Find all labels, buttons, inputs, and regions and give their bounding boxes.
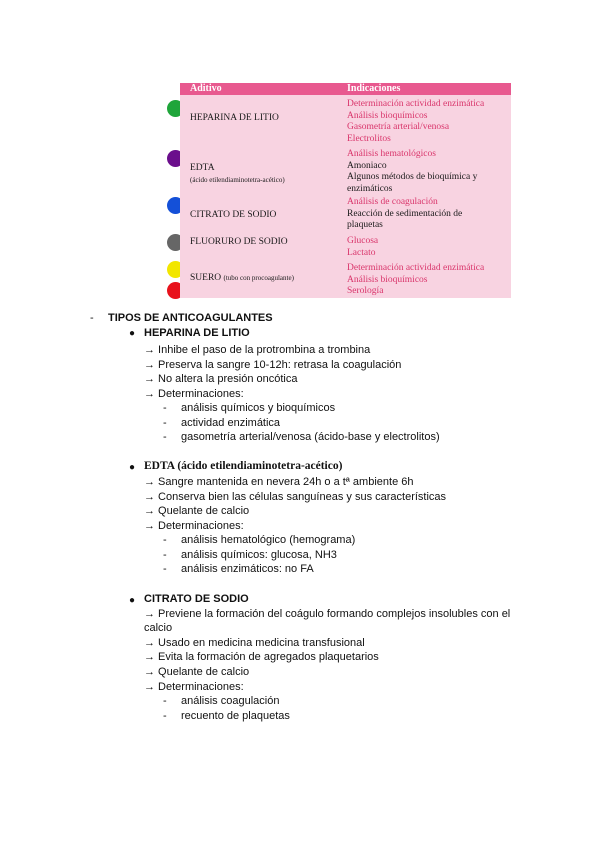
- section-heading-heparina: HEPARINA DE LITIO: [144, 327, 250, 339]
- list-item: análisis enzimáticos: no FA: [181, 563, 314, 575]
- dash-marker: -: [163, 431, 167, 443]
- section-line: → Preserva la sangre 10-12h: retrasa la coagulación: [144, 359, 402, 371]
- indication: enzimáticos: [347, 183, 393, 194]
- list-item: actividad enzimática: [181, 417, 281, 429]
- indications-suero: [347, 263, 507, 298]
- dash-marker: -: [163, 417, 167, 429]
- bullet-icon: ●: [129, 328, 136, 339]
- indication: Amoniaco: [347, 160, 387, 171]
- table-header: [180, 83, 511, 95]
- indication: Gasometría arterial/venosa: [347, 122, 450, 132]
- header-indications: Indicaciones: [347, 83, 401, 94]
- header-additive: Aditivo: [190, 83, 222, 94]
- indication: Reacción de sedimentación de: [347, 208, 463, 219]
- indications-fluoruro: [347, 236, 507, 259]
- indication: Serología: [347, 286, 384, 296]
- section-line: → Quelante de calcio: [144, 666, 250, 678]
- dash-marker: -: [163, 563, 167, 575]
- list-item: análisis coagulación: [181, 695, 280, 707]
- additive-citrato: CITRATO DE SODIO: [190, 210, 277, 220]
- list-item: análisis hematológico (hemograma): [181, 534, 356, 546]
- indication: Análisis de coagulación: [347, 197, 438, 207]
- list-item: análisis químicos: glucosa, NH3: [181, 549, 337, 561]
- indication: Determinación actividad enzimática: [347, 99, 485, 109]
- additive-label: SUERO: [190, 273, 222, 283]
- section-line: → Determinaciones:: [144, 681, 244, 693]
- additive-suero: [190, 272, 294, 284]
- indications-heparina: [347, 99, 507, 145]
- list-item: análisis químicos y bioquímicos: [181, 402, 336, 414]
- list-item: recuento de plaquetas: [181, 710, 290, 722]
- section-line: → Sangre mantenida en nevera 24h o a tª ambiente 6h: [144, 476, 414, 488]
- indication: Algunos métodos de bioquímica y: [347, 172, 478, 182]
- indications-edta: [347, 149, 507, 195]
- dash-marker: -: [163, 534, 167, 546]
- additive-fluoruro: FLUORURO DE SODIO: [190, 237, 288, 247]
- additive-edta: [190, 162, 285, 186]
- additive-note: (ácido etilendiaminotetra-acético): [190, 176, 285, 184]
- section-line: → No altera la presión oncótica: [144, 373, 298, 385]
- section-line: → Usado en medicina medicina transfusional: [144, 637, 365, 649]
- indication: Glucosa: [347, 236, 379, 246]
- indication: Análisis bioquímicos: [347, 274, 428, 285]
- page-title: TIPOS DE ANTICOAGULANTES: [108, 312, 273, 324]
- section-line: → Determinaciones:: [144, 520, 244, 532]
- additive-heparina: HEPARINA DE LITIO: [190, 113, 279, 123]
- section-line: → Previene la formación del coágulo formando complejos insolubles con el: [144, 608, 511, 620]
- indications-citrato: [347, 197, 507, 232]
- additive-note: (tubo con procoagulante): [223, 274, 294, 282]
- additive-label: EDTA: [190, 163, 215, 173]
- list-item: gasometría arterial/venosa (ácido-base y electrolitos): [181, 431, 440, 443]
- indication: Análisis bioquímicos: [347, 110, 428, 121]
- dash-marker: -: [163, 549, 167, 561]
- bullet-icon: ●: [129, 462, 136, 473]
- section-line: calcio: [144, 622, 173, 634]
- dash-marker: -: [163, 402, 167, 414]
- section-heading-edta: EDTA (ácido etilendiaminotetra-acético): [144, 460, 343, 472]
- section-line: → Evita la formación de agregados plaquetarios: [144, 651, 379, 663]
- indication: Determinación actividad enzimática: [347, 263, 485, 273]
- dash-marker: -: [90, 312, 94, 324]
- indication: Electrolitos: [347, 133, 391, 144]
- section-line: → Determinaciones:: [144, 388, 244, 400]
- indication: Análisis hematológicos: [347, 149, 436, 159]
- dash-marker: -: [163, 695, 167, 707]
- indication: Lactato: [347, 247, 376, 258]
- section-line: → Conserva bien las células sanguíneas y sus características: [144, 491, 447, 503]
- dash-marker: -: [163, 710, 167, 722]
- section-line: → Quelante de calcio: [144, 505, 250, 517]
- section-line: → Inhibe el paso de la protrombina a trombina: [144, 344, 371, 356]
- additive-table: [180, 83, 511, 298]
- section-heading-citrato: CITRATO DE SODIO: [144, 593, 249, 605]
- bullet-icon: ●: [129, 595, 136, 606]
- indication: plaquetas: [347, 220, 383, 230]
